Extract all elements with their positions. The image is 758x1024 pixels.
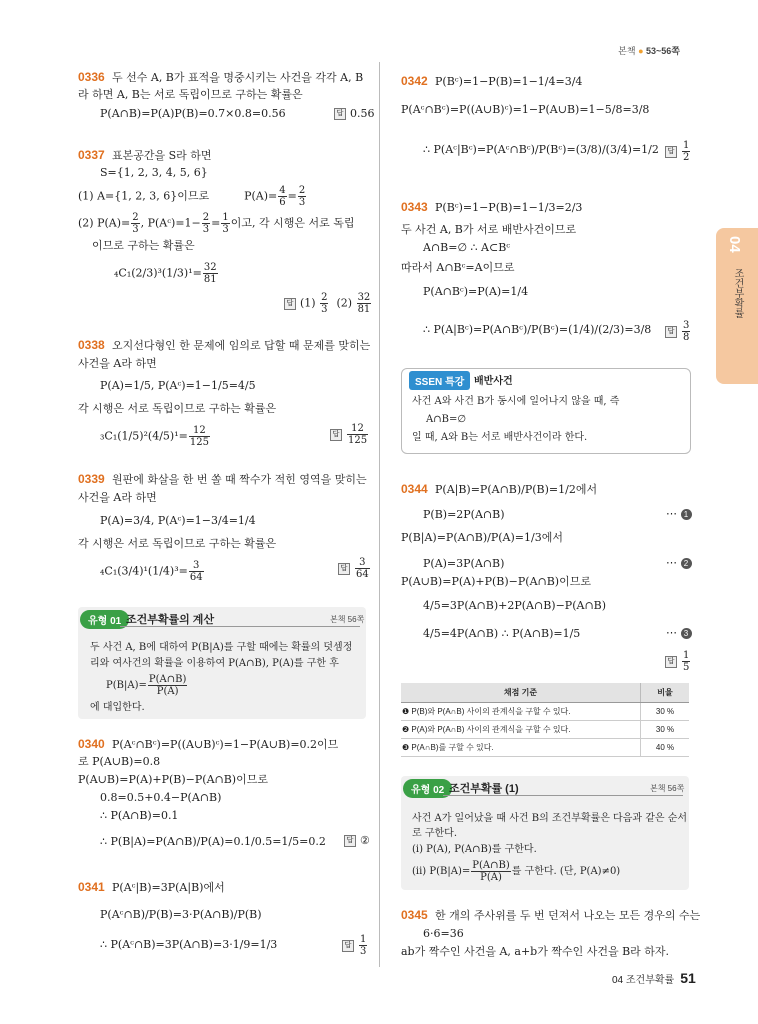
ssen-line3: 일 때, A와 B는 서로 배반사건이라 한다. <box>412 432 588 443</box>
p0342-line1: P(Bᶜ)=1−P(B)=1−1/4=3/4 <box>435 75 583 88</box>
p0341-line3: ∴ P(Aᶜ∩B)=3P(A∩B)=3·1/9=1/3 <box>100 938 278 951</box>
ssen-title: 배반사건 <box>474 376 513 387</box>
frac: $\frac{2}{3}$ <box>298 185 306 208</box>
answer-icon: 답 <box>338 563 350 575</box>
p0344-mark1: ⋯ 1 <box>666 507 692 520</box>
p0341-line1: P(Aᶜ|B)=3P(A|B)에서 <box>112 881 225 894</box>
p0342-answer: 답 $\frac{1}{2}$ <box>665 140 691 163</box>
p0337-line4: (2) P(A)= $\frac{2}{3}$ , P(Aᶜ)=1− $\frac{2}{3}$ = $\frac{1}{3}$ 이고, 각 시행은 서로 독립 <box>78 212 355 235</box>
type01-line3: P(B|A)= $\frac{P(A\cap B)}{P(A)}$ <box>106 674 187 697</box>
answer-icon: 답 <box>330 429 342 441</box>
p0337-line2: S={1, 2, 3, 4, 5, 6} <box>100 166 208 179</box>
p0338-line4: 각 시행은 서로 독립이므로 구하는 확률은 <box>78 402 277 415</box>
p0340-line2: 로 P(A∪B)=0.8 <box>78 755 161 768</box>
p0339-line1: 원판에 화살을 한 번 쏠 때 짝수가 적힌 영역을 맞히는 <box>112 473 367 486</box>
table-row <box>401 721 689 739</box>
p0340-line3: P(A∪B)=P(A)+P(B)−P(A∩B)이므로 <box>78 773 268 786</box>
answer-icon: 답 <box>334 108 346 120</box>
p0340-line1: P(Aᶜ∩Bᶜ)=P((A∪B)ᶜ)=1−P(A∪B)=0.2이므 <box>112 738 339 751</box>
p0336-line1: 두 선수 A, B가 표적을 명중시키는 사건을 각각 A, B <box>112 71 364 84</box>
p0338-line1: 오지선다형인 한 문제에 임의로 답할 때 문제를 맞히는 <box>112 339 371 352</box>
p0337-answer: 답 (1) $\frac{2}{3}$ (2) $\frac{32}{81}$ <box>284 292 372 315</box>
type02-line1: 사건 A가 일어났을 때 사건 B의 조건부확률은 다음과 같은 순서 <box>412 813 688 824</box>
problem-number-0340: 0340 <box>78 737 105 751</box>
page-number: 51 <box>680 970 696 986</box>
p0340-answer: 답 ② <box>344 834 370 847</box>
p0336-line3: P(A∩B)=P(A)P(B)=0.7×0.8=0.56 <box>100 107 286 120</box>
p0344-answer: 답 $\frac{1}{5}$ <box>665 650 691 673</box>
page-footer <box>612 970 696 986</box>
table-row <box>401 703 689 721</box>
ssen-line1: 사건 A와 사건 B가 동시에 일어나지 않을 때, 즉 <box>412 396 620 407</box>
header-range: 53~56쪽 <box>646 46 680 56</box>
problem-number-0343: 0343 <box>401 200 428 214</box>
answer-icon: 답 <box>665 656 677 668</box>
chapter-number: 04 <box>726 236 743 253</box>
answer-icon: 답 <box>344 835 356 847</box>
p0342-line2: P(Aᶜ∩Bᶜ)=P((A∪B)ᶜ)=1−P(A∪B)=1−5/8=3/8 <box>401 103 650 116</box>
p0338-line3: P(A)=1/5, P(Aᶜ)=1−1/5=4/5 <box>100 379 256 392</box>
p0338-line2: 사건을 A라 하면 <box>78 357 157 370</box>
p0345-line3: ab가 짝수인 사건을 A, a+b가 짝수인 사건을 B라 하자. <box>401 945 670 958</box>
header-dot-icon: ● <box>638 46 644 56</box>
p0340-line6: ∴ P(B|A)=P(A∩B)/P(A)=0.1/0.5=1/5=0.2 <box>100 835 326 848</box>
answer-icon: 답 <box>665 146 677 158</box>
p0337-l3b: P(A)= <box>244 189 278 203</box>
p0341-answer: 답 $\frac{1}{3}$ <box>342 934 368 957</box>
p0342-line3: ∴ P(Aᶜ|Bᶜ)=P(Aᶜ∩Bᶜ)/P(Bᶜ)=(3/8)/(3/4)=1/2 <box>423 143 659 156</box>
grading-header-row <box>401 683 689 703</box>
grading-criteria: ❶ P(B)와 P(A∩B) 사이의 관계식을 구할 수 있다. <box>401 703 641 721</box>
answer-icon: 답 <box>342 940 354 952</box>
problem-number-0336: 0336 <box>78 70 105 84</box>
type01-badge: 유형 01 <box>80 610 129 629</box>
p0344-mark2: ⋯ 2 <box>666 556 692 569</box>
p0340-line4: 0.8=0.5+0.4−P(A∩B) <box>100 791 222 804</box>
problem-number-0344: 0344 <box>401 482 428 496</box>
p0337-l3a: (1) A={1, 2, 3, 6}이므로 <box>78 189 210 203</box>
type02-ref: 본책 56쪽 <box>650 784 685 793</box>
p0339-line5: ₄C₁(3/4)¹(1/4)³= $\frac{3}{64}$ <box>100 560 203 583</box>
table-row <box>401 739 689 757</box>
header-prefix: 본책 <box>618 46 636 56</box>
type02-title: 조건부확률 (1) <box>449 783 519 795</box>
problem-number-0339: 0339 <box>78 472 105 486</box>
p0337-line3: (1) A={1, 2, 3, 6}이므로 P(A)= $\frac{4}{6}$ = $\frac{2}{3}$ <box>78 185 306 208</box>
p0338-line5: ₃C₁(1/5)²(4/5)¹= $\frac{12}{125}$ <box>100 425 209 448</box>
p0344-line2: P(B)=2P(A∩B) <box>423 508 505 521</box>
p0339-line4: 각 시행은 서로 독립이므로 구하는 확률은 <box>78 537 277 550</box>
type01-line4: 에 대입한다. <box>90 702 145 713</box>
p0344-line1: P(A|B)=P(A∩B)/P(B)=1/2에서 <box>435 483 598 496</box>
type01-ref: 본책 56쪽 <box>330 615 365 624</box>
p0344-line4: P(A)=3P(A∩B) <box>423 557 505 570</box>
ssen-badge: SSEN 특강 <box>409 371 470 390</box>
p0345-line1: 한 개의 주사위를 두 번 던져서 나오는 모든 경우의 수는 <box>435 909 701 922</box>
p0340-line5: ∴ P(A∩B)=0.1 <box>100 809 179 822</box>
grading-criteria: ❷ P(A)와 P(A∩B) 사이의 관계식을 구할 수 있다. <box>401 721 641 739</box>
grading-ratio: 30 % <box>641 703 690 721</box>
frac: $\frac{1}{3}$ <box>222 212 229 235</box>
p0339-line3: P(A)=3/4, P(Aᶜ)=1−3/4=1/4 <box>100 514 256 527</box>
p0336-answer <box>334 107 375 120</box>
problem-number-0342: 0342 <box>401 74 428 88</box>
grading-ratio: 30 % <box>641 721 690 739</box>
p0337-line6: ₄C₁(2/3)³(1/3)¹= $\frac{32}{81}$ <box>114 262 217 285</box>
p0343-line3: A∩B=∅ ∴ A⊂Bᶜ <box>423 241 511 254</box>
problem-number-0341: 0341 <box>78 880 105 894</box>
p0336-line2: 라 하면 A, B는 서로 독립이므로 구하는 확률은 <box>78 88 303 101</box>
type02-line4: (ii) P(B|A)= $\frac{P(A\cap B)}{P(A)}$ 를 구한다. (단, P(A)≠0) <box>412 860 621 883</box>
type01-title: 조건부확률의 계산 <box>126 614 215 626</box>
p0338-answer: 답 $\frac{12}{125}$ <box>330 423 369 446</box>
p0336-answer-value: 0.56 <box>350 107 375 120</box>
grading-header-criteria: 채점 기준 <box>401 683 641 703</box>
type02-badge: 유형 02 <box>403 779 452 798</box>
p0344-line6: 4/5=3P(A∩B)+2P(A∩B)−P(A∩B) <box>423 599 607 612</box>
p0343-line4: 따라서 A∩Bᶜ=A이므로 <box>401 261 515 274</box>
type02-underline <box>443 795 683 796</box>
p0343-answer: 답 $\frac{3}{8}$ <box>665 320 691 343</box>
grading-criteria: ❸ P(A∩B)를 구할 수 있다. <box>401 739 641 757</box>
p0344-line3: P(B|A)=P(A∩B)/P(A)=1/3에서 <box>401 531 563 544</box>
p0344-mark3: ⋯ 3 <box>666 626 692 639</box>
frac: $\frac{32}{81}$ <box>203 262 217 285</box>
column-divider <box>379 62 380 967</box>
type02-line3: (i) P(A), P(A∩B)를 구한다. <box>412 844 537 855</box>
frac: $\frac{2}{3}$ <box>202 212 210 235</box>
chapter-side-tab[interactable] <box>716 228 758 384</box>
type01-underline <box>120 626 360 627</box>
p0344-line7: 4/5=4P(A∩B) ∴ P(A∩B)=1/5 <box>423 627 581 640</box>
page-header-ref <box>618 44 680 57</box>
answer-icon: 답 <box>284 298 296 310</box>
p0337-line1: 표본공간을 S라 하면 <box>112 149 212 162</box>
p0343-line2: 두 사건 A, B가 서로 배반사건이므로 <box>401 223 577 236</box>
frac: $\frac{4}{6}$ <box>279 185 286 208</box>
answer-icon: 답 <box>665 326 677 338</box>
p0343-line1: P(Bᶜ)=1−P(B)=1−1/3=2/3 <box>435 201 583 214</box>
grading-table <box>401 683 689 757</box>
problem-number-0338: 0338 <box>78 338 105 352</box>
p0337-line5: 이므로 구하는 확률은 <box>92 239 195 252</box>
chapter-title: 조건부확률 <box>732 268 743 318</box>
frac: $\frac{2}{3}$ <box>132 212 139 235</box>
p0345-line2: 6·6=36 <box>423 927 464 940</box>
grading-header-ratio: 비율 <box>641 683 690 703</box>
problem-number-0337: 0337 <box>78 148 105 162</box>
footer-chapter: 04 조건부확률 <box>612 975 675 986</box>
p0344-line5: P(A∪B)=P(A)+P(B)−P(A∩B)이므로 <box>401 575 591 588</box>
p0343-line5: P(A∩Bᶜ)=P(A)=1/4 <box>423 285 529 298</box>
p0339-answer: 답 $\frac{3}{64}$ <box>338 557 371 580</box>
type01-line1: 두 사건 A, B에 대하여 P(B|A)를 구할 때에는 확률의 덧셈정 <box>90 642 353 653</box>
p0343-line6: ∴ P(A|Bᶜ)=P(A∩Bᶜ)/P(Bᶜ)=(1/4)/(2/3)=3/8 <box>423 323 652 336</box>
problem-number-0345: 0345 <box>401 908 428 922</box>
grading-ratio: 40 % <box>641 739 690 757</box>
p0339-line2: 사건을 A라 하면 <box>78 491 157 504</box>
type01-line2: 리와 여사건의 확률을 이용하여 P(A∩B), P(A)를 구한 후 <box>90 658 339 669</box>
p0341-line2: P(Aᶜ∩B)/P(B)=3·P(A∩B)/P(B) <box>100 908 262 921</box>
type02-line2: 로 구한다. <box>412 828 457 839</box>
ssen-line2: A∩B=∅ <box>426 414 467 425</box>
